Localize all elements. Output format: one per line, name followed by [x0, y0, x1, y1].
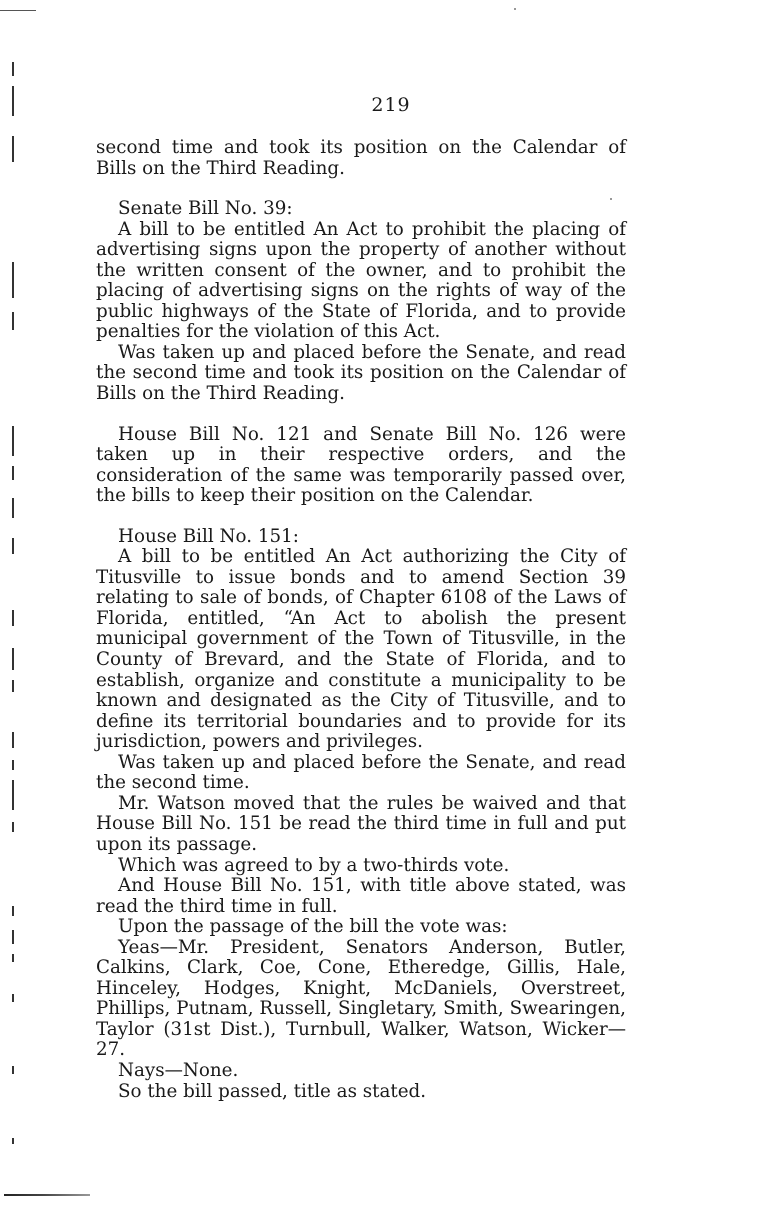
paragraph: A bill to be entitled An Act to prohibit the placing of advertising signs upon the property of another without the written consent of the owner, and to prohibit the placing of advertising signs on the rights of way of the public highways of the State of Florida, and to provide penalties for the violation of this Act. — [96, 218, 626, 343]
scan-edge-mark — [12, 780, 14, 810]
body-text — [96, 138, 626, 1102]
scan-edge-mark — [12, 732, 14, 748]
scan-edge-mark — [12, 822, 14, 832]
paragraph: Senate Bill No. 39: — [118, 198, 293, 220]
paragraph: And House Bill No. 151, with title above stated, was read the third time in full. — [96, 875, 626, 917]
scan-edge-mark — [12, 136, 14, 162]
paragraph: Which was agreed to by a two-thirds vote. — [118, 854, 510, 876]
paragraph-gap — [96, 507, 626, 527]
scan-edge-mark — [12, 262, 14, 298]
scan-edge-mark — [12, 994, 14, 1002]
scan-artifact-top-rule — [0, 10, 36, 11]
paragraph: Was taken up and placed before the Senate, and read the second time. — [96, 751, 626, 794]
scan-edge-mark — [12, 1138, 14, 1144]
paragraph: So the bill passed, title as stated. — [118, 1080, 427, 1102]
paragraph: second time and took its position on the Calendar of Bills on the Third Reading. — [96, 137, 626, 179]
paragraph: Upon the passage of the bill the vote was: — [118, 916, 508, 938]
scan-edge-mark — [12, 760, 14, 770]
scan-edge-mark — [12, 930, 14, 944]
scan-artifact-bottom-rule — [4, 1194, 90, 1196]
paragraph: House Bill No. 151: — [118, 525, 299, 547]
paragraph: Mr. Watson moved that the rules be waived and that House Bill No. 151 be read the third time in full and put upon its passage. — [96, 792, 626, 855]
scan-speck — [514, 8, 516, 10]
scan-edge-mark — [12, 954, 14, 962]
paragraph: House Bill No. 121 and Senate Bill No. 126 were taken up in their respective orders, and the consideration of the same was temporarily passed over, the bills to keep their position on the Calendar. — [96, 423, 626, 507]
scan-edge-mark — [12, 426, 14, 456]
paragraph: A bill to be entitled An Act authorizing the City of Titusville to issue bonds and to amend Section 39 relating to sale of bonds, of Chapter 6108 of the Laws of Florida, entitled, “An Act to abolish the present municipal government of the Town of Titusville, in the County of Brevard, and the State of Florida, and to establish, organize and constitute a municipality to be known and designated as the City of Titusville, and to define its territorial boundaries and to provide for its jurisdiction, powers and privileges. — [96, 546, 626, 753]
scan-edge-mark — [12, 62, 14, 76]
page-number: 219 — [371, 94, 411, 116]
paragraph-gap — [96, 405, 626, 425]
scan-edge-mark — [12, 906, 14, 916]
scan-edge-mark — [12, 498, 14, 518]
scan-edge-mark — [12, 466, 14, 480]
paragraph-gap — [96, 179, 626, 199]
paragraph: Nays—None. — [118, 1059, 239, 1081]
scan-edge-mark — [12, 648, 14, 670]
scan-edge-mark — [12, 680, 14, 692]
scan-edge-mark — [12, 538, 14, 554]
scan-edge-mark — [12, 312, 14, 330]
paragraph: Yeas—Mr. President, Senators Anderson, Butler, Calkins, Clark, Coe, Cone, Etheredge, Gillis, Hale, Hinceley, Hodges, Knight, McDaniels, Overstreet, Phillips, Putnam, Russell, Singletary, Smith, Swearingen, Taylor (31st Dist.), Turnbull, Walker, Watson, Wicker—27. — [96, 936, 626, 1061]
scan-edge-mark — [12, 1066, 14, 1074]
scan-edge-mark — [12, 610, 14, 626]
paragraph: Was taken up and placed before the Senate, and read the second time and took its position on the Calendar of Bills on the Third Reading. — [96, 341, 626, 405]
